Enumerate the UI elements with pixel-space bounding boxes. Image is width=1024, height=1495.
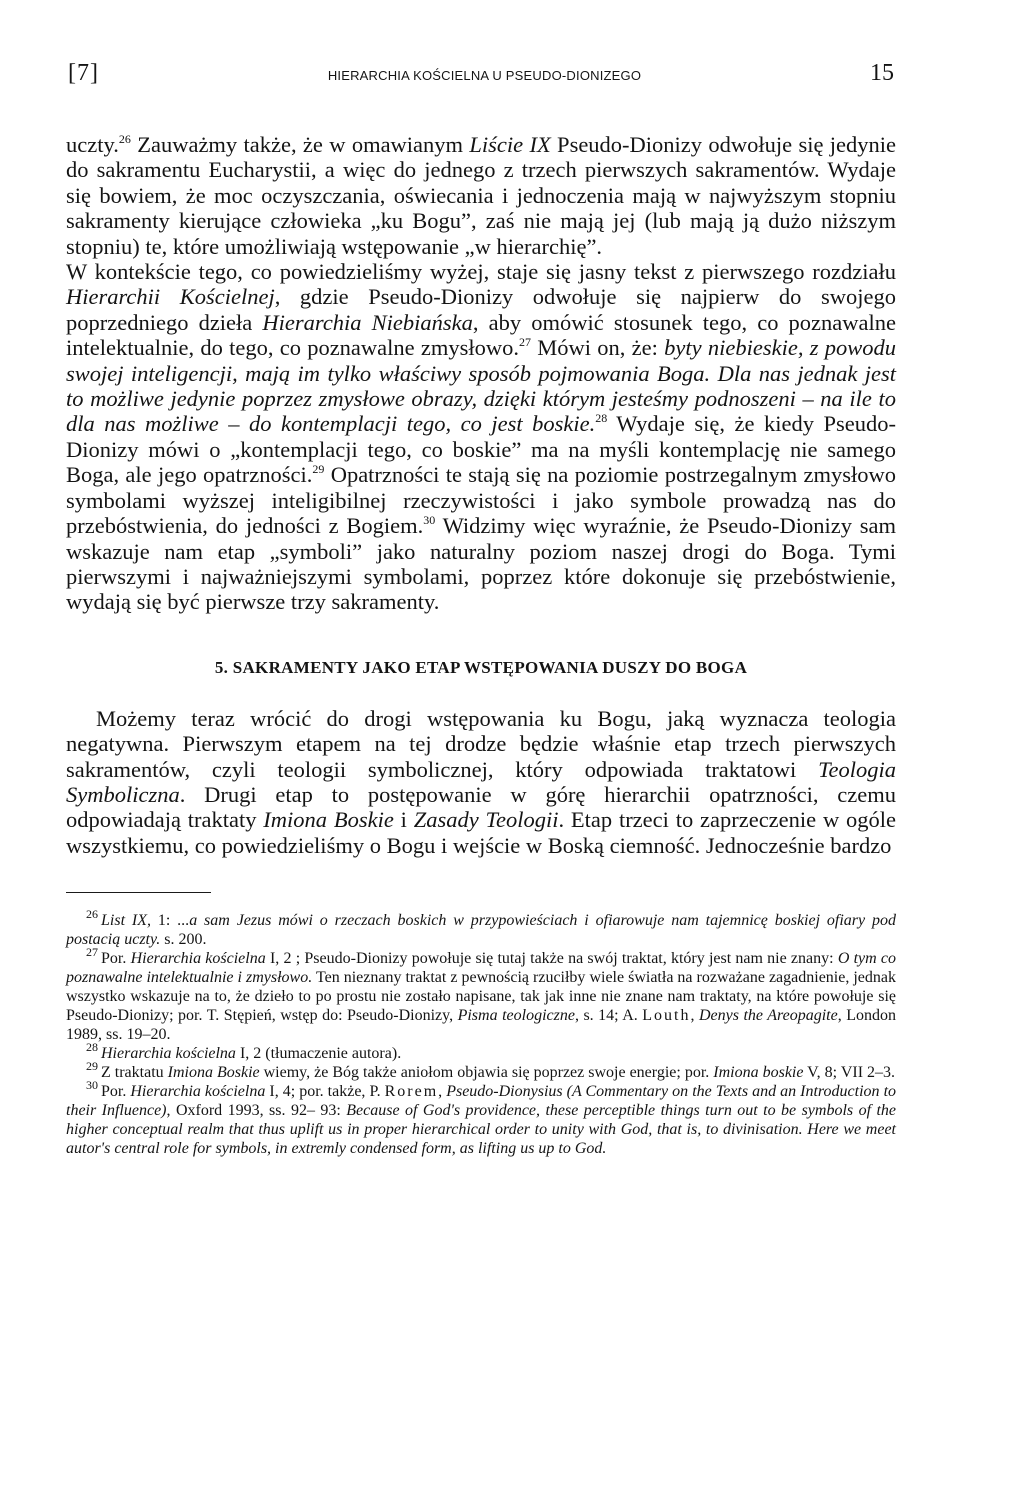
text-run: i [393, 807, 414, 833]
italic-quote: a sam Jezus mówi o rzeczach boskich w przypowieściach i ofiarowuje nam tajemnicę boskiej ofiary pod postacią uczty. [66, 912, 896, 949]
italic-title: O tym co poznawalne intelektualnie i zmysłowo. [66, 950, 897, 987]
text-run: , aby omówić stosunek tego, co poznawalne intelektualnie, do tego, co poznawalne zmysłowo. [66, 309, 897, 361]
running-title: HIERARCHIA KOŚCIELNA U PSEUDO-DIONIZEGO [327, 68, 642, 83]
italic-title: Hierarchia kościelna [130, 950, 266, 968]
text-run: I, 2 ; Pseudo-Dionizy powołuje się tutaj także na swój traktat, który jest nam nie znany: [265, 950, 838, 968]
footnote-number: 28 [86, 1040, 98, 1055]
footnote-number: 30 [86, 1078, 98, 1093]
italic-title: Denys the Areopagite [699, 1007, 838, 1025]
italic-title: Hierarchia kościelna [101, 1045, 236, 1063]
paragraph-2 [66, 259, 896, 615]
footnote-ref-29[interactable]: 29 [312, 462, 325, 477]
italic-title: Teologia Symboliczna [66, 756, 896, 807]
text-run: Wydaje się, że kiedy Pseudo-Dionizy mówi o „kontemplacji tego, co boskie” ma na myśli kontemplację nie samego Boga, ale jego opatrzności. [66, 411, 896, 488]
footnotes [66, 907, 897, 1158]
footnote-number: 27 [86, 945, 98, 960]
text-run: I, 4; por. także, P. [265, 1083, 385, 1101]
text-run: Ten nieznany traktat z pewnością rzuciłby wiele światła na rozważane zagadnienie, jednak wszystko wskazuje na to, że dzieło to po prostu nie zostało napisane, tak jak inne nie znane nam traktaty, na które powołuje się Pseudo-Dionizy; por. T. Stępień, wstęp do: Pseudo-Dionizy, [66, 969, 896, 1025]
italic-title: Zasady Teologii [413, 807, 559, 833]
text-run: uczty. [66, 132, 119, 157]
text-run: , London 1989, ss. 19–20. [66, 1007, 897, 1044]
text-run: Opatrzności te stają się na poziomie postrzegalnym zmysłowo symbolami wyższej inteligibilnej rzeczywistości i jako symbole prowadzą nas do przebóstwienia, do jedności z Bogiem. [66, 462, 897, 539]
text-run: Por. [101, 950, 131, 968]
paragraph-1 [66, 132, 896, 259]
text-run: . Etap trzeci to zaprzeczenie w ogóle wszystkiemu, co powiedzieliśmy o Bogu i wejście w Boską ciemność. Jednocześnie bardzo [66, 807, 896, 858]
text-run: wiemy, że Bóg także aniołom objawia się poprzez swoje energie; por. [259, 1064, 714, 1082]
footnote-27 [66, 945, 897, 1044]
author-name: Rorem [384, 1083, 439, 1101]
italic-title: Pseudo-Dionysius (A Commentary on the Texts and an Introduction to their Influence) [66, 1083, 897, 1120]
text-run: , gdzie Pseudo-Dionizy odwołuje się najpierw do swojego poprzedniego dzieła [66, 284, 896, 335]
footnote-ref-27[interactable]: 27 [519, 335, 532, 350]
text-run: . Drugi etap to postępowanie w górę hierarchii opatrzności, czemu odpowiadają traktaty [66, 781, 896, 833]
text-run: , [438, 1083, 447, 1101]
footnote-number: 29 [86, 1059, 98, 1074]
text-run: s. 200. [160, 931, 207, 949]
text-run: Mówi on, że: [531, 335, 665, 361]
italic-quote: byty niebieskie, z powodu swojej inteligencji, mają im tylko właściwy sposób pojmowania Boga. Dla nas jednak jest to możliwe jedynie poprzez zmysłowe obrazy, dzięki którym jesteśmy podnoszeni – na ile to dla nas możliwe – do kontemplacji tego, co jest boskie. [66, 335, 897, 437]
text-run: Pseudo-Dionizy odwołuje się jedynie do sakramentu Eucharystii, a więc do jednego z trzech pierwszych sakramentów. Wydaje się bowiem, że moc oczyszczania, oświecania i jednoczenia mają w najwyższym stopniu sakramenty kierujące człowieka „ku Bogu”, zaś nie mają jej (lub mają ją dużo niższym stopniu) te, które umożliwiają wstępowanie „w hierarchię”. [66, 132, 896, 259]
italic-title: Pisma teologiczne [457, 1007, 575, 1025]
text-run: Możemy teraz wrócić do drogi wstępowania ku Bogu, jaką wyznacza teologia negatywna. Pierwszym etapem na tej drodze będzie właśnie etap trzech pierwszych sakramentów, czyli teologii symbolicznej, który odpowiada traktatowi [66, 705, 896, 782]
italic-title: Liście IX [469, 132, 551, 157]
footnote-26 [66, 907, 896, 949]
text-run: 1: ... [151, 912, 190, 930]
footnote-number: 26 [86, 907, 98, 922]
text-run: I, 2 (tłumaczenie autora). [235, 1045, 402, 1063]
section-text [66, 706, 896, 858]
italic-title: Hierarchia kościelna [130, 1083, 266, 1101]
text-run: Z traktatu [101, 1064, 168, 1082]
text-run: Zauważmy także, że w omawianym [130, 132, 470, 157]
italic-title: Imiona Boskie [263, 807, 394, 833]
text-run: , [690, 1007, 699, 1025]
italic-quote: Because of God's providence, these perceptible things turn out to be symbols of the higher conceptual realm that thus uplift us in proper hierarchical order to unity with God, that is, to divinisation. Here we meet autor's central role for symbols, in extremly condensed form, as lifting us up to God. [66, 1102, 896, 1158]
text-run: Widzimy więc wyraźnie, że Pseudo-Dionizy sam wskazuje nam etap „symboli” jako naturalny poziom naszej drogi do Boga. Tymi pierwszymi i najważniejszymi symbolami, poprzez które dokonuje się przebóstwienie, wydają się być pierwsze trzy sakramenty. [66, 513, 896, 615]
page-number: 15 [870, 60, 894, 86]
footnote-ref-30[interactable]: 30 [423, 513, 436, 528]
book-page [66, 60, 896, 1158]
footnote-ref-26[interactable]: 26 [118, 132, 131, 146]
text-run: Por. [101, 1083, 131, 1101]
running-head [68, 60, 896, 106]
text-run: , s. 14; A. [574, 1007, 643, 1025]
text-run: , Oxford 1993, ss. 92– 93: [166, 1102, 347, 1120]
footnote-ref-28[interactable]: 28 [595, 411, 608, 426]
section-number: [7] [68, 60, 99, 86]
footnote-divider [66, 892, 211, 893]
footnote-28 [66, 1040, 896, 1063]
body-text [66, 132, 896, 615]
italic-title: Imiona boskie [713, 1064, 804, 1082]
text-run: W kontekście tego, co powiedzieliśmy wyżej, staje się jasny tekst z pierwszego rozdziału [66, 259, 896, 285]
author-name: Louth [642, 1007, 691, 1025]
footnote-30 [66, 1078, 897, 1158]
italic-title: List IX, [101, 912, 151, 930]
italic-title: Imiona Boskie [167, 1064, 260, 1082]
italic-title: Hierarchia Niebiańska [262, 309, 473, 335]
italic-title: Hierarchii Kościelnej [66, 284, 275, 310]
section-heading: 5. SAKRAMENTY JAKO ETAP WSTĘPOWANIA DUSZY DO BOGA [214, 657, 748, 677]
paragraph-3 [66, 706, 896, 858]
footnote-29 [66, 1059, 896, 1082]
text-run: V, 8; VII 2–3. [803, 1064, 896, 1082]
